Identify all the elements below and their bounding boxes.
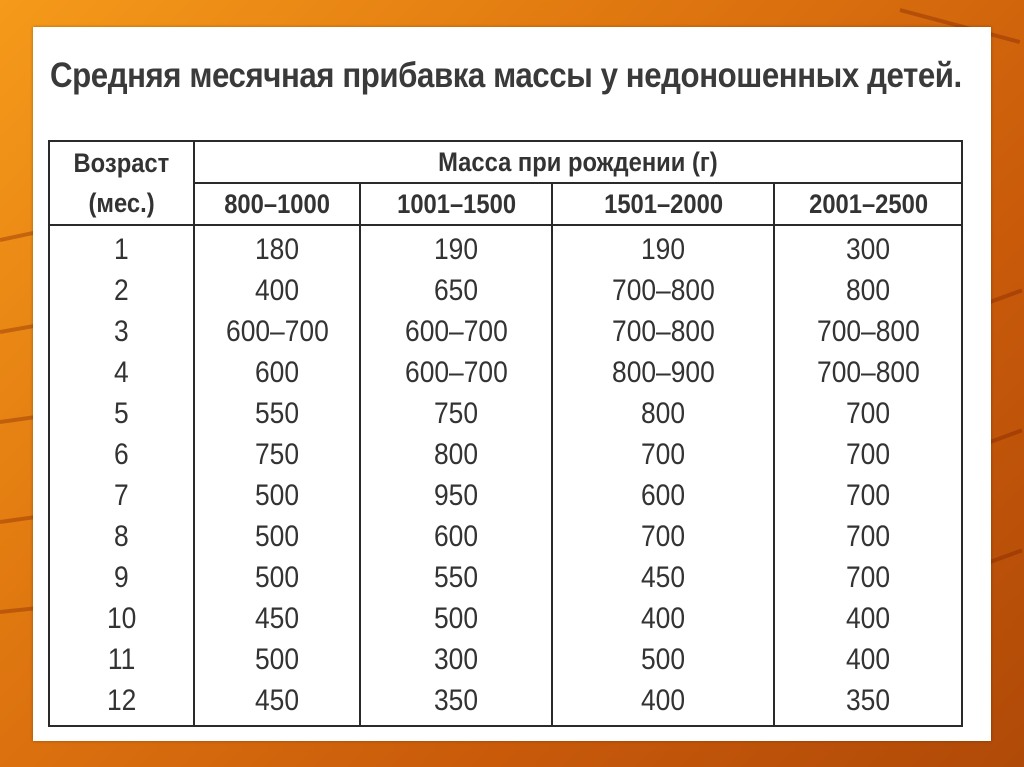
age-value: 2 [114, 273, 129, 307]
background-stripe [989, 548, 1022, 563]
age-value: 11 [107, 642, 136, 676]
column-header: 1501–2000 [552, 183, 774, 225]
age-cell [49, 475, 194, 516]
age-value: 3 [114, 314, 129, 348]
age-cell [49, 598, 194, 639]
gain-value: 400 [846, 601, 891, 635]
gain-cell [360, 639, 552, 680]
gain-value: 700 [641, 437, 686, 471]
gain-cell [360, 557, 552, 598]
gain-value: 550 [434, 560, 479, 594]
age-cell [49, 352, 194, 393]
gain-cell [552, 680, 774, 726]
gain-value: 650 [434, 273, 479, 307]
gain-cell [360, 598, 552, 639]
age-cell [49, 270, 194, 311]
gain-value: 700 [846, 437, 891, 471]
table-row [49, 434, 962, 475]
gain-value: 600–700 [404, 314, 508, 348]
table-row [49, 516, 962, 557]
gain-cell [552, 225, 774, 270]
gain-cell [194, 475, 361, 516]
gain-cell [360, 225, 552, 270]
gain-cell [774, 311, 962, 352]
gain-cell [360, 680, 552, 726]
gain-cell [774, 270, 962, 311]
gain-cell [552, 311, 774, 352]
table-row [49, 598, 962, 639]
age-header-line1: Возраст [73, 148, 170, 178]
table-row [49, 639, 962, 680]
gain-cell [194, 434, 361, 475]
age-value: 5 [114, 396, 129, 430]
gain-cell [194, 311, 361, 352]
age-value: 8 [114, 519, 129, 553]
gain-value: 800 [434, 437, 479, 471]
gain-value: 500 [255, 560, 300, 594]
gain-cell [774, 557, 962, 598]
table-row [49, 352, 962, 393]
gain-value: 400 [641, 601, 686, 635]
weight-gain-table [48, 140, 963, 727]
age-cell [49, 225, 194, 270]
table-row [49, 225, 962, 270]
gain-cell [774, 639, 962, 680]
gain-value: 550 [255, 396, 300, 430]
gain-value: 800–900 [611, 355, 715, 389]
gain-value: 400 [846, 642, 891, 676]
gain-value: 190 [641, 232, 686, 266]
gain-value: 600–700 [225, 314, 329, 348]
gain-cell [774, 680, 962, 726]
background-stripe [989, 288, 1022, 303]
gain-cell [360, 393, 552, 434]
gain-value: 700 [641, 519, 686, 553]
gain-cell [552, 434, 774, 475]
gain-value: 350 [434, 683, 479, 717]
gain-cell [552, 393, 774, 434]
gain-cell [194, 352, 361, 393]
age-cell [49, 557, 194, 598]
gain-cell [774, 225, 962, 270]
gain-cell [552, 270, 774, 311]
slide-panel [33, 27, 991, 741]
age-cell [49, 393, 194, 434]
gain-cell [774, 434, 962, 475]
gain-cell [194, 516, 361, 557]
age-value: 10 [106, 601, 137, 635]
gain-cell [552, 598, 774, 639]
age-value: 1 [114, 232, 129, 266]
gain-value: 500 [255, 642, 300, 676]
gain-value: 750 [434, 396, 479, 430]
table-body [49, 225, 962, 726]
gain-cell [194, 225, 361, 270]
gain-value: 300 [846, 232, 891, 266]
column-header: 2001–2500 [774, 183, 962, 225]
gain-cell [360, 270, 552, 311]
gain-value: 500 [641, 642, 686, 676]
table-row [49, 557, 962, 598]
gain-cell [552, 516, 774, 557]
table-row [49, 680, 962, 726]
table-row [49, 311, 962, 352]
gain-cell [552, 475, 774, 516]
age-cell [49, 311, 194, 352]
gain-cell [774, 352, 962, 393]
gain-value: 700 [846, 519, 891, 553]
gain-value: 700–800 [611, 314, 715, 348]
gain-value: 500 [255, 519, 300, 553]
gain-value: 450 [641, 560, 686, 594]
gain-value: 500 [434, 601, 479, 635]
gain-cell [552, 639, 774, 680]
gain-value: 700–800 [816, 314, 920, 348]
gain-cell [194, 639, 361, 680]
gain-cell [194, 598, 361, 639]
gain-cell [360, 475, 552, 516]
column-header: 1001–1500 [360, 183, 552, 225]
age-value: 6 [114, 437, 129, 471]
age-cell [49, 680, 194, 726]
gain-value: 190 [434, 232, 479, 266]
gain-cell [552, 557, 774, 598]
slide-title: Средняя месячная прибавка массы у недоношенных детей. [50, 55, 962, 95]
age-value: 4 [114, 355, 129, 389]
gain-cell [774, 598, 962, 639]
table-row [49, 393, 962, 434]
age-value: 9 [114, 560, 129, 594]
gain-value: 350 [846, 683, 891, 717]
age-value: 7 [114, 478, 129, 512]
age-cell [49, 434, 194, 475]
gain-cell [774, 516, 962, 557]
gain-cell [194, 557, 361, 598]
table-row [49, 270, 962, 311]
age-header-line2: (мес.) [88, 188, 155, 218]
column-header: 800–1000 [194, 183, 361, 225]
table-row [49, 475, 962, 516]
age-cell [49, 516, 194, 557]
gain-value: 180 [255, 232, 300, 266]
gain-cell [194, 680, 361, 726]
gain-value: 700 [846, 396, 891, 430]
gain-cell [194, 270, 361, 311]
gain-value: 450 [255, 683, 300, 717]
gain-cell [774, 475, 962, 516]
background-stripe [989, 428, 1022, 443]
gain-value: 800 [846, 273, 891, 307]
gain-value: 500 [255, 478, 300, 512]
gain-value: 950 [434, 478, 479, 512]
gain-value: 750 [255, 437, 300, 471]
gain-cell [360, 434, 552, 475]
gain-value: 800 [641, 396, 686, 430]
gain-value: 400 [255, 273, 300, 307]
gain-value: 700–800 [611, 273, 715, 307]
gain-value: 700 [846, 478, 891, 512]
age-cell [49, 639, 194, 680]
gain-value: 600 [641, 478, 686, 512]
gain-cell [774, 393, 962, 434]
age-value: 12 [106, 683, 137, 717]
gain-value: 600 [434, 519, 479, 553]
gain-cell [360, 311, 552, 352]
gain-value: 700–800 [816, 355, 920, 389]
gain-cell [552, 352, 774, 393]
gain-value: 300 [434, 642, 479, 676]
mass-group-header: Масса при рождении (г) [194, 141, 962, 183]
gain-value: 600–700 [404, 355, 508, 389]
gain-value: 400 [641, 683, 686, 717]
gain-cell [194, 393, 361, 434]
gain-cell [360, 516, 552, 557]
gain-value: 600 [255, 355, 300, 389]
age-column-header [49, 141, 194, 225]
gain-cell [360, 352, 552, 393]
gain-value: 700 [846, 560, 891, 594]
gain-value: 450 [255, 601, 300, 635]
